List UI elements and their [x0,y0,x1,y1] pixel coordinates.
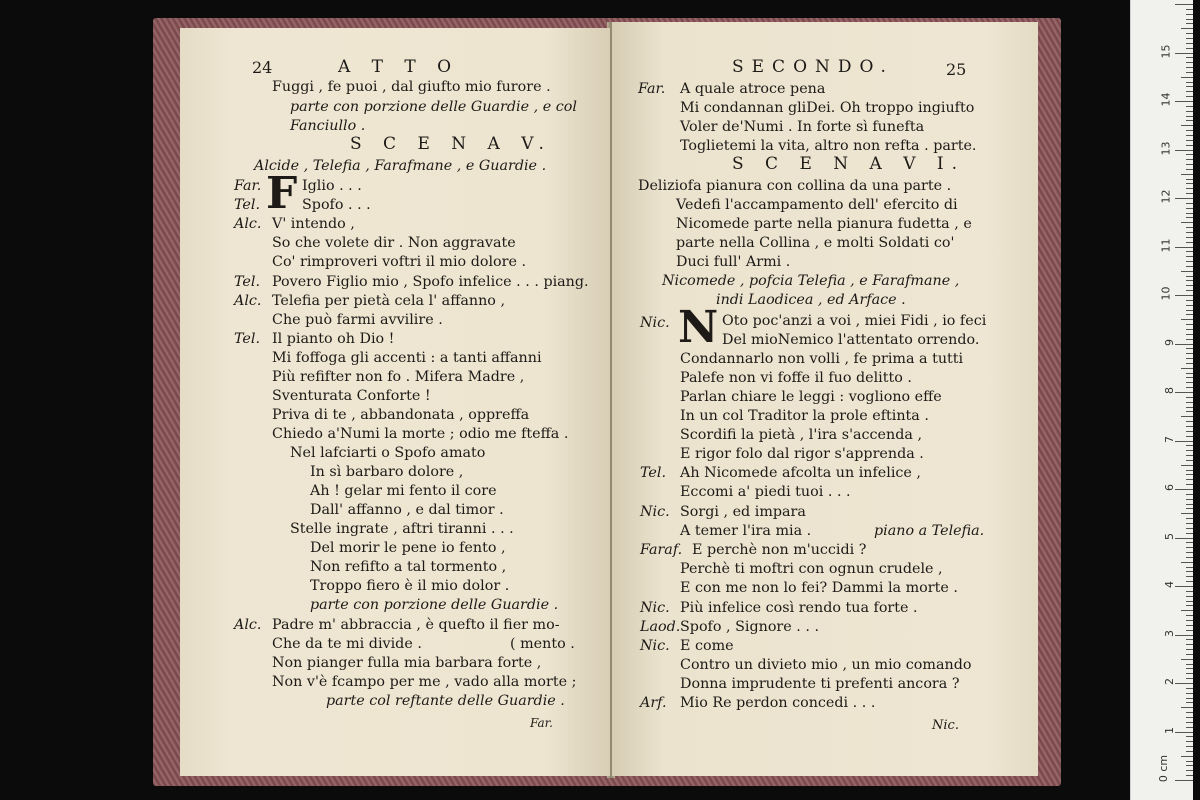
text-line: Non v'è fcampo per me , vado alla morte ; [272,674,577,690]
ruler-tick [1186,717,1193,718]
speaker: Alc. [234,293,262,309]
text-line: Palefe non vi foffe il fuo delitto . [680,370,912,386]
text-line: Condannarlo non volli , fe prima a tutti [680,351,964,367]
text-line: Sorgi , ed impara [680,504,806,520]
ruler-tick [1186,145,1193,146]
ruler-tick [1186,615,1193,616]
ruler-tick [1186,601,1193,602]
ruler-tick [1186,571,1193,572]
ruler-tick [1186,557,1193,558]
setting-line: Nicomede parte nella pianura fudetta , e [676,216,972,232]
text-line: Eccomi a' piedi tuoi . . . [680,484,851,500]
text-line: Parlan chiare le leggi : vogliono effe [680,389,942,405]
ruler-tick [1186,460,1193,461]
ruler-tick [1186,504,1193,505]
text-line: Perchè ti moftri con ognun crudele , [680,561,943,577]
ruler-tick [1175,344,1193,345]
ruler-tick [1186,436,1193,437]
ruler-tick [1186,266,1193,267]
ruler-tick [1181,222,1193,223]
ruler-tick [1175,586,1193,587]
ruler-tick [1181,562,1193,563]
speaker: Nic. [640,638,670,654]
ruler-tick [1186,203,1193,204]
aria-line: In sì barbaro dolore , [310,464,464,480]
text-line: Priva di te , abbandonata , oppreffa [272,407,530,423]
ruler-tick [1186,237,1193,238]
ruler-tick [1186,290,1193,291]
ruler-tick [1175,247,1193,248]
ruler-tick [1186,411,1193,412]
ruler-tick [1186,86,1193,87]
ruler-tick [1186,179,1193,180]
ruler-tick [1186,314,1193,315]
ruler-tick [1186,450,1193,451]
ruler-number: 7 [1163,435,1176,443]
setting-line: parte nella Collina , e molti Soldati co' [676,235,955,251]
ruler-tick [1186,329,1193,330]
ruler-tick [1186,159,1193,160]
ruler-tick [1186,474,1193,475]
text-line: Del mioNemico l'attentato orrendo. [722,332,980,348]
ruler-tick [1181,756,1193,757]
ruler-tick [1186,630,1193,631]
text-line: Spofo , Signore . . . [680,619,819,635]
ruler-tick [1186,339,1193,340]
ruler-number: 9 [1163,338,1176,346]
ruler-tick [1186,9,1193,10]
ruler-tick [1181,368,1193,369]
ruler-tick [1186,664,1193,665]
ruler-tick [1186,96,1193,97]
ruler-tick [1186,688,1193,689]
ruler-number: 14 [1159,92,1173,107]
text-line: In un col Traditor la prole eftinta . [680,408,929,424]
ruler-tick [1186,678,1193,679]
aria-line: Troppo fiero è il mio dolor . [310,578,510,594]
ruler-tick [1186,285,1193,286]
ruler-tick [1186,116,1193,117]
ruler-tick [1186,567,1193,568]
ruler-tick [1186,547,1193,548]
text-line: So che volete dir . Non aggravate [272,235,516,251]
ruler-tick [1186,130,1193,131]
aria-line: Ah ! gelar mi fento il core [310,483,497,499]
ruler-tick [1186,305,1193,306]
ruler-tick [1186,227,1193,228]
ruler-tick [1175,489,1193,490]
ruler-tick [1186,644,1193,645]
stage-direction: parte con porzione delle Guardie , e col [290,99,577,115]
text-line: Spofo . . . [302,197,371,213]
speaker: Far. [234,178,262,194]
ruler-tick [1186,605,1193,606]
ruler-tick [1186,14,1193,15]
ruler-tick [1186,353,1193,354]
ruler-tick [1181,416,1193,417]
ruler-tick [1186,625,1193,626]
ruler-tick [1181,465,1193,466]
ruler-tick [1186,140,1193,141]
ruler-tick [1186,775,1193,776]
text-line: Fuggi , fe puoi , dal giufto mio furore . [272,79,551,95]
ruler-tick [1186,528,1193,529]
ruler-tick [1186,407,1193,408]
text-line: Sventurata Conforte ! [272,388,431,404]
ruler-tick [1175,635,1193,636]
ruler-tick [1186,426,1193,427]
ruler-tick [1175,150,1193,151]
right-page [612,22,1038,776]
speaker: Nic. [640,600,670,616]
ruler-tick [1175,538,1193,539]
ruler-number: 13 [1159,141,1173,155]
text-line: Voler de'Numi . In forte sì funefta [680,119,925,135]
ruler-tick [1186,43,1193,44]
drop-cap: N [678,302,719,353]
text-line: Contro un divieto mio , un mio comando [680,657,972,673]
character-list: indi Laodicea , ed Arface . [716,292,906,308]
ruler-tick [1186,280,1193,281]
ruler-number: 8 [1163,387,1176,394]
ruler-tick [1186,479,1193,480]
ruler-tick [1186,445,1193,446]
ruler-tick [1186,508,1193,509]
ruler-tick [1186,82,1193,83]
speaker: Nic. [640,504,670,520]
ruler-tick [1186,542,1193,543]
text-line: V' intendo , [272,216,355,232]
ruler-number: 6 [1163,484,1176,491]
ruler-tick [1186,208,1193,209]
left-page [180,28,610,776]
text-line: E rigor folo dal rigor s'apprenda . [680,446,924,462]
catchword: Far. [530,716,553,730]
ruler-tick [1186,751,1193,752]
ruler-tick [1186,300,1193,301]
speaker: Nic. [640,315,670,331]
text-line: E perchè non m'uccidi ? [692,542,867,558]
ruler-tick [1186,698,1193,699]
ruler-tick [1186,164,1193,165]
text-line: Mi condannan gliDei. Oh troppo ingiufto [680,100,975,116]
aria-line: Stelle ingrate , aftri tiranni . . . [290,521,514,537]
ruler-unit-label: 0 cm [1156,754,1170,783]
ruler-tick [1186,348,1193,349]
ruler-tick [1186,591,1193,592]
ruler-tick [1181,707,1193,708]
text-line: Iglio . . . [302,178,362,194]
text-line: Che da te mi divide . [272,636,422,652]
running-head: A T T O [338,57,460,77]
page-number: 24 [252,58,273,77]
ruler-tick [1186,188,1193,189]
text-line: Non pianger fulla mia barbara forte , [272,655,542,671]
ruler-tick [1186,135,1193,136]
ruler-tick [1175,683,1193,684]
ruler-tick [1186,765,1193,766]
ruler-number: 10 [1159,286,1173,301]
ruler-number: 11 [1159,238,1173,252]
text-line: ( mento . [510,636,575,652]
ruler-tick [1186,761,1193,762]
text-line: Più infelice così rendo tua forte . [680,600,918,616]
ruler-tick [1186,217,1193,218]
text-line: Più refifter non fo . Mifera Madre , [272,369,525,385]
ruler-tick [1186,736,1193,737]
ruler-tick [1186,213,1193,214]
ruler-tick [1186,256,1193,257]
drop-cap: F [266,168,298,219]
ruler-tick [1186,455,1193,456]
ruler-tick [1186,363,1193,364]
ruler-tick [1181,28,1193,29]
ruler-tick [1186,57,1193,58]
ruler-tick [1181,174,1193,175]
ruler-number: 3 [1163,629,1176,637]
aria-line: Non refifto a tal tormento , [310,559,507,575]
page-number: 25 [946,60,967,79]
ruler-tick [1186,421,1193,422]
ruler-tick [1186,193,1193,194]
aria-line: Del morir le pene io fento , [310,540,506,556]
ruler-tick [1186,232,1193,233]
text-line: Padre m' abbraccia , è quefto il fier mo- [272,617,560,633]
ruler-tick [1186,261,1193,262]
ruler-tick [1186,373,1193,374]
ruler-tick [1181,610,1193,611]
ruler-number: 1 [1163,726,1176,734]
ruler-tick [1186,654,1193,655]
ruler-tick [1175,780,1193,781]
speaker: Tel. [234,274,261,290]
ruler-tick [1186,91,1193,92]
ruler-tick [1186,552,1193,553]
speaker: Alc. [234,216,262,232]
text-line: Che può farmi avvilire . [272,312,443,328]
catchword: Nic. [932,718,959,733]
ruler-tick [1175,198,1193,199]
text-line: Povero Figlio mio , Spofo infelice . . . piang. [272,274,589,290]
ruler-tick [1186,251,1193,252]
ruler-tick [1186,741,1193,742]
text-line: A temer l'ira mia . [680,523,812,539]
ruler-tick [1186,324,1193,325]
ruler-tick [1186,358,1193,359]
stage-direction: parte con porzione delle Guardie . [310,597,559,613]
ruler-tick [1186,746,1193,747]
ruler-tick [1186,668,1193,669]
ruler-number: 4 [1163,581,1176,588]
ruler-tick [1186,183,1193,184]
text-line: Il pianto oh Dio ! [272,331,395,347]
ruler-tick [1186,581,1193,582]
text-line: A quale atroce pena [680,81,826,97]
scene-heading: S C E N A V. [350,134,552,154]
text-line: Oto poc'anzi a voi , miei Fidi , io feci [722,313,987,329]
speaker: Faraf. [640,542,683,558]
speaker: Tel. [234,331,261,347]
ruler-tick [1186,576,1193,577]
ruler-tick [1186,770,1193,771]
ruler-tick [1181,319,1193,320]
text-line: E come [680,638,734,654]
ruler-tick [1186,62,1193,63]
speaker: Alc. [234,617,262,633]
measuring-ruler [1130,0,1193,800]
ruler-tick [1175,441,1193,442]
ruler-tick [1186,67,1193,68]
ruler-tick [1186,242,1193,243]
ruler-tick [1186,639,1193,640]
ruler-tick [1181,659,1193,660]
ruler-tick [1186,499,1193,500]
text-line: Co' rimproveri voftri il mio dolore . [272,254,527,270]
ruler-tick [1186,19,1193,20]
ruler-tick [1186,712,1193,713]
text-line: Ah Nicomede afcolta un infelice , [680,465,921,481]
text-line: Scordifi la pietà , l'ira s'accenda , [680,427,922,443]
ruler-tick [1186,120,1193,121]
ruler-tick [1186,596,1193,597]
ruler-tick [1175,392,1193,393]
ruler-tick [1175,4,1193,5]
ruler-tick [1186,397,1193,398]
ruler-tick [1186,48,1193,49]
speaker: Tel. [640,465,667,481]
ruler-tick [1186,722,1193,723]
ruler-tick [1175,101,1193,102]
ruler-tick [1186,382,1193,383]
ruler-tick [1186,693,1193,694]
ruler-tick [1186,620,1193,621]
ruler-tick [1181,271,1193,272]
text-line: Mi foffoga gli accenti : a tanti affanni [272,350,542,366]
ruler-tick [1186,494,1193,495]
aria-line: Dall' affanno , e dal timor . [310,502,504,518]
stage-direction: Fanciullo . [290,118,366,134]
speaker: Far. [638,81,666,97]
ruler-tick [1186,38,1193,39]
character-list: Alcide , Telefia , Farafmane , e Guardie . [254,158,547,174]
text-line: Donna imprudente ti prefenti ancora ? [680,676,960,692]
speaker: Tel. [234,197,261,213]
setting-line: Duci full' Armi . [676,254,791,270]
text-line: Telefia per pietà cela l' affanno , [272,293,505,309]
speaker: Arf. [640,695,667,711]
ruler-number: 12 [1159,189,1173,204]
character-list: Nicomede , pofcia Telefia , e Farafmane , [662,273,960,289]
text-line: Toglietemi la vita, altro non refta . parte. [680,138,977,154]
ruler-tick [1186,523,1193,524]
ruler-tick [1186,276,1193,277]
ruler-tick [1186,702,1193,703]
text-line: Mio Re perdon concedi . . . [680,695,876,711]
ruler-tick [1186,377,1193,378]
ruler-tick [1186,431,1193,432]
ruler-tick [1186,533,1193,534]
text-line: Chiedo a'Numi la morte ; odio me fteffa . [272,426,569,442]
ruler-tick [1186,154,1193,155]
ruler-tick [1175,53,1193,54]
ruler-tick [1186,673,1193,674]
stage-direction: parte col reftante delle Guardie . [326,693,565,709]
scene-heading: S C E N A V I. [732,154,966,174]
running-head: SECONDO. [732,57,894,77]
ruler-tick [1186,334,1193,335]
ruler-tick [1186,402,1193,403]
ruler-tick [1181,513,1193,514]
setting-line: Deliziofa pianura con collina da una parte . [638,178,952,194]
ruler-tick [1175,295,1193,296]
ruler-tick [1186,169,1193,170]
ruler-number: 2 [1163,678,1176,685]
text-line: E con me non lo fei? Dammi la morte . [680,580,958,596]
ruler-tick [1186,727,1193,728]
ruler-tick [1186,106,1193,107]
ruler-tick [1186,111,1193,112]
ruler-tick [1186,387,1193,388]
ruler-tick [1186,72,1193,73]
ruler-tick [1181,125,1193,126]
ruler-tick [1181,77,1193,78]
ruler-tick [1186,518,1193,519]
ruler-tick [1175,732,1193,733]
ruler-tick [1186,23,1193,24]
aria-line: Nel lafciarti o Spofo amato [290,445,486,461]
ruler-number: 15 [1159,44,1173,58]
ruler-tick [1186,470,1193,471]
ruler-number: 5 [1163,532,1176,540]
ruler-tick [1186,484,1193,485]
speaker: Laod. [640,619,681,635]
setting-line: Vedefi l'accampamento dell' efercito di [676,197,958,213]
ruler-tick [1186,33,1193,34]
ruler-tick [1186,649,1193,650]
stage-direction: piano a Telefia. [874,523,985,539]
ruler-tick [1186,310,1193,311]
